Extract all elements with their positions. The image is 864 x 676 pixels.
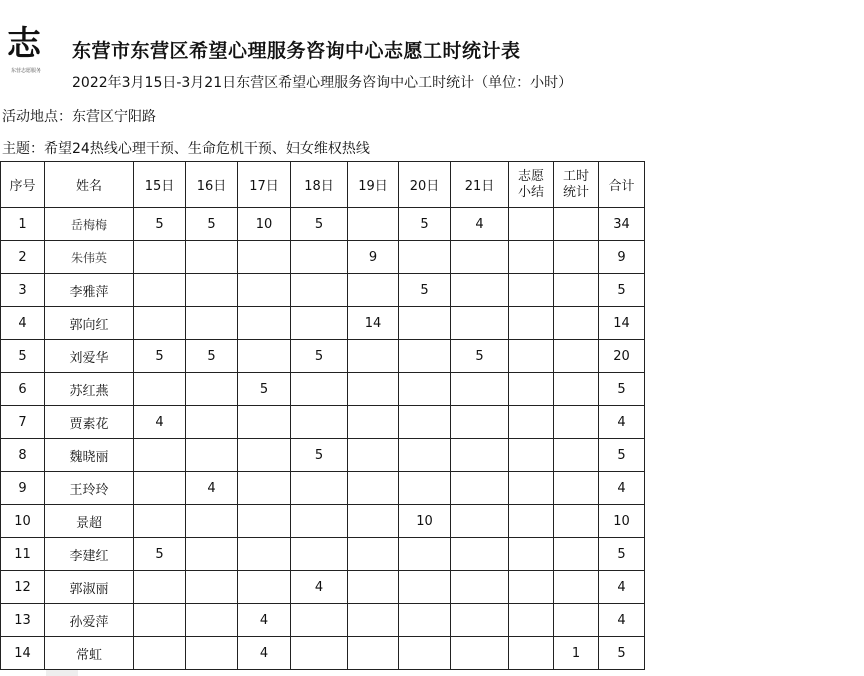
cell-d15 — [134, 571, 186, 604]
cell-d20 — [399, 604, 451, 637]
cell-d19 — [348, 571, 399, 604]
cell-summary — [509, 241, 554, 274]
cell-seq: 5 — [1, 340, 45, 373]
cell-d17 — [238, 274, 291, 307]
cell-total: 34 — [599, 208, 645, 241]
cell-seq: 2 — [1, 241, 45, 274]
cell-d15: 4 — [134, 406, 186, 439]
cell-d15 — [134, 373, 186, 406]
cell-d16 — [186, 571, 238, 604]
header-day-17: 17日 — [238, 162, 291, 208]
header-day-19: 19日 — [348, 162, 399, 208]
cell-d18: 5 — [291, 340, 348, 373]
cell-d18 — [291, 307, 348, 340]
cell-seq: 1 — [1, 208, 45, 241]
cell-d20 — [399, 538, 451, 571]
cell-name: 郭向红 — [45, 307, 134, 340]
cell-d20 — [399, 373, 451, 406]
cell-d19 — [348, 538, 399, 571]
logo-glyph: 志 — [7, 24, 41, 64]
cell-d18 — [291, 373, 348, 406]
hours-table — [0, 161, 645, 670]
cell-seq: 4 — [1, 307, 45, 340]
cell-d15 — [134, 505, 186, 538]
cell-d20: 5 — [399, 208, 451, 241]
cell-name: 李雅萍 — [45, 274, 134, 307]
cell-d21 — [451, 307, 509, 340]
table-row — [1, 439, 645, 472]
header-hours: 工时 统计 — [554, 162, 599, 208]
table-row — [1, 274, 645, 307]
cell-summary — [509, 472, 554, 505]
header-day-16: 16日 — [186, 162, 238, 208]
header-day-15: 15日 — [134, 162, 186, 208]
header-total: 合计 — [599, 162, 645, 208]
header-summary: 志愿 小结 — [509, 162, 554, 208]
cell-hours — [554, 604, 599, 637]
cell-seq: 14 — [1, 637, 45, 670]
cell-d19 — [348, 274, 399, 307]
cell-d20: 10 — [399, 505, 451, 538]
cell-d21 — [451, 604, 509, 637]
cell-d20 — [399, 571, 451, 604]
cell-d20 — [399, 241, 451, 274]
cell-d21 — [451, 637, 509, 670]
cell-d20 — [399, 439, 451, 472]
cell-d21 — [451, 241, 509, 274]
cell-name: 岳梅梅 — [45, 208, 134, 241]
cell-d18 — [291, 406, 348, 439]
table-row — [1, 208, 645, 241]
cell-d19 — [348, 604, 399, 637]
cell-hours — [554, 208, 599, 241]
cell-summary — [509, 274, 554, 307]
cell-summary — [509, 373, 554, 406]
cell-d16 — [186, 373, 238, 406]
cell-d17 — [238, 505, 291, 538]
cell-d18: 5 — [291, 208, 348, 241]
cell-seq: 7 — [1, 406, 45, 439]
cell-d17 — [238, 307, 291, 340]
cell-total: 5 — [599, 439, 645, 472]
cell-d19 — [348, 373, 399, 406]
cell-hours — [554, 439, 599, 472]
cell-d21: 5 — [451, 340, 509, 373]
table-header-row — [1, 162, 645, 208]
cell-d16: 4 — [186, 472, 238, 505]
cell-d17: 4 — [238, 637, 291, 670]
logo-tagline: 东营志愿服务 — [10, 68, 41, 74]
cell-d18: 4 — [291, 571, 348, 604]
cell-d17 — [238, 340, 291, 373]
cell-total: 9 — [599, 241, 645, 274]
cell-seq: 6 — [1, 373, 45, 406]
cell-d15 — [134, 472, 186, 505]
scroll-remnant — [46, 670, 78, 676]
cell-d15 — [134, 604, 186, 637]
cell-d17 — [238, 439, 291, 472]
cell-d17 — [238, 241, 291, 274]
cell-summary — [509, 637, 554, 670]
cell-summary — [509, 538, 554, 571]
cell-d21 — [451, 505, 509, 538]
header-day-18: 18日 — [291, 162, 348, 208]
cell-d19: 14 — [348, 307, 399, 340]
cell-d19: 9 — [348, 241, 399, 274]
header-day-21: 21日 — [451, 162, 509, 208]
table-row — [1, 472, 645, 505]
table-row — [1, 538, 645, 571]
cell-seq: 3 — [1, 274, 45, 307]
cell-d18 — [291, 241, 348, 274]
cell-d19 — [348, 472, 399, 505]
cell-d20 — [399, 472, 451, 505]
cell-d17: 5 — [238, 373, 291, 406]
cell-hours — [554, 505, 599, 538]
cell-name: 孙爱萍 — [45, 604, 134, 637]
table-row — [1, 406, 645, 439]
cell-d21 — [451, 373, 509, 406]
cell-name: 刘爱华 — [45, 340, 134, 373]
cell-d21 — [451, 571, 509, 604]
cell-d16 — [186, 637, 238, 670]
cell-d15 — [134, 241, 186, 274]
cell-summary — [509, 340, 554, 373]
cell-d18 — [291, 472, 348, 505]
cell-d21 — [451, 406, 509, 439]
activity-location: 活动地点：东营区宁阳路 — [2, 109, 156, 125]
cell-d16 — [186, 604, 238, 637]
cell-d19 — [348, 505, 399, 538]
cell-total: 10 — [599, 505, 645, 538]
table-row — [1, 340, 645, 373]
cell-d15 — [134, 274, 186, 307]
table-row — [1, 241, 645, 274]
cell-d21: 4 — [451, 208, 509, 241]
cell-summary — [509, 571, 554, 604]
cell-d17 — [238, 472, 291, 505]
cell-d15: 5 — [134, 340, 186, 373]
cell-hours — [554, 538, 599, 571]
cell-d15: 5 — [134, 208, 186, 241]
cell-d15: 5 — [134, 538, 186, 571]
cell-seq: 10 — [1, 505, 45, 538]
cell-d20: 5 — [399, 274, 451, 307]
cell-d17: 10 — [238, 208, 291, 241]
cell-d16 — [186, 307, 238, 340]
cell-summary — [509, 307, 554, 340]
cell-d16 — [186, 439, 238, 472]
cell-d20 — [399, 406, 451, 439]
cell-total: 5 — [599, 637, 645, 670]
table-row — [1, 604, 645, 637]
page-subtitle: 2022年3月15日-3月21日东营区希望心理服务咨询中心工时统计（单位：小时） — [72, 75, 573, 91]
cell-hours: 1 — [554, 637, 599, 670]
cell-d21 — [451, 538, 509, 571]
cell-d17 — [238, 406, 291, 439]
cell-d16: 5 — [186, 340, 238, 373]
cell-d18: 5 — [291, 439, 348, 472]
header-seq: 序号 — [1, 162, 45, 208]
cell-name: 景超 — [45, 505, 134, 538]
volunteer-logo — [4, 24, 48, 80]
cell-total: 4 — [599, 472, 645, 505]
cell-hours — [554, 307, 599, 340]
cell-seq: 13 — [1, 604, 45, 637]
cell-d21 — [451, 439, 509, 472]
cell-name: 郭淑丽 — [45, 571, 134, 604]
cell-total: 4 — [599, 406, 645, 439]
cell-total: 5 — [599, 538, 645, 571]
cell-d18 — [291, 604, 348, 637]
cell-total: 14 — [599, 307, 645, 340]
cell-summary — [509, 406, 554, 439]
cell-hours — [554, 274, 599, 307]
cell-total: 4 — [599, 571, 645, 604]
cell-summary — [509, 208, 554, 241]
cell-name: 常虹 — [45, 637, 134, 670]
cell-hours — [554, 340, 599, 373]
cell-d16 — [186, 274, 238, 307]
cell-d17 — [238, 571, 291, 604]
cell-hours — [554, 241, 599, 274]
cell-d16 — [186, 538, 238, 571]
header-name: 姓名 — [45, 162, 134, 208]
cell-hours — [554, 571, 599, 604]
cell-d16 — [186, 406, 238, 439]
cell-seq: 9 — [1, 472, 45, 505]
cell-d16 — [186, 505, 238, 538]
cell-d18 — [291, 505, 348, 538]
cell-d19 — [348, 208, 399, 241]
cell-name: 苏红燕 — [45, 373, 134, 406]
cell-d15 — [134, 439, 186, 472]
cell-d20 — [399, 307, 451, 340]
cell-total: 5 — [599, 274, 645, 307]
cell-d17: 4 — [238, 604, 291, 637]
cell-d19 — [348, 406, 399, 439]
cell-d18 — [291, 538, 348, 571]
cell-d18 — [291, 637, 348, 670]
cell-name: 李建红 — [45, 538, 134, 571]
cell-total: 20 — [599, 340, 645, 373]
cell-d15 — [134, 307, 186, 340]
cell-d19 — [348, 637, 399, 670]
header-day-20: 20日 — [399, 162, 451, 208]
cell-seq: 8 — [1, 439, 45, 472]
cell-seq: 12 — [1, 571, 45, 604]
cell-d19 — [348, 340, 399, 373]
cell-hours — [554, 406, 599, 439]
table-row — [1, 505, 645, 538]
cell-name: 魏晓丽 — [45, 439, 134, 472]
cell-name: 王玲玲 — [45, 472, 134, 505]
cell-name: 朱伟英 — [45, 241, 134, 274]
cell-d20 — [399, 340, 451, 373]
cell-total: 4 — [599, 604, 645, 637]
table-row — [1, 571, 645, 604]
cell-d18 — [291, 274, 348, 307]
cell-d17 — [238, 538, 291, 571]
cell-hours — [554, 373, 599, 406]
cell-d20 — [399, 637, 451, 670]
cell-hours — [554, 472, 599, 505]
cell-seq: 11 — [1, 538, 45, 571]
activity-topic: 主题：希望24热线心理干预、生命危机干预、妇女维权热线 — [2, 141, 370, 157]
page-title: 东营市东营区希望心理服务咨询中心志愿工时统计表 — [72, 40, 521, 62]
cell-d16: 5 — [186, 208, 238, 241]
cell-summary — [509, 505, 554, 538]
cell-d21 — [451, 472, 509, 505]
cell-d19 — [348, 439, 399, 472]
cell-name: 贾素花 — [45, 406, 134, 439]
cell-total: 5 — [599, 373, 645, 406]
cell-d15 — [134, 637, 186, 670]
table-row — [1, 307, 645, 340]
cell-summary — [509, 604, 554, 637]
table-row — [1, 373, 645, 406]
table-row — [1, 637, 645, 670]
cell-d21 — [451, 274, 509, 307]
cell-summary — [509, 439, 554, 472]
cell-d16 — [186, 241, 238, 274]
